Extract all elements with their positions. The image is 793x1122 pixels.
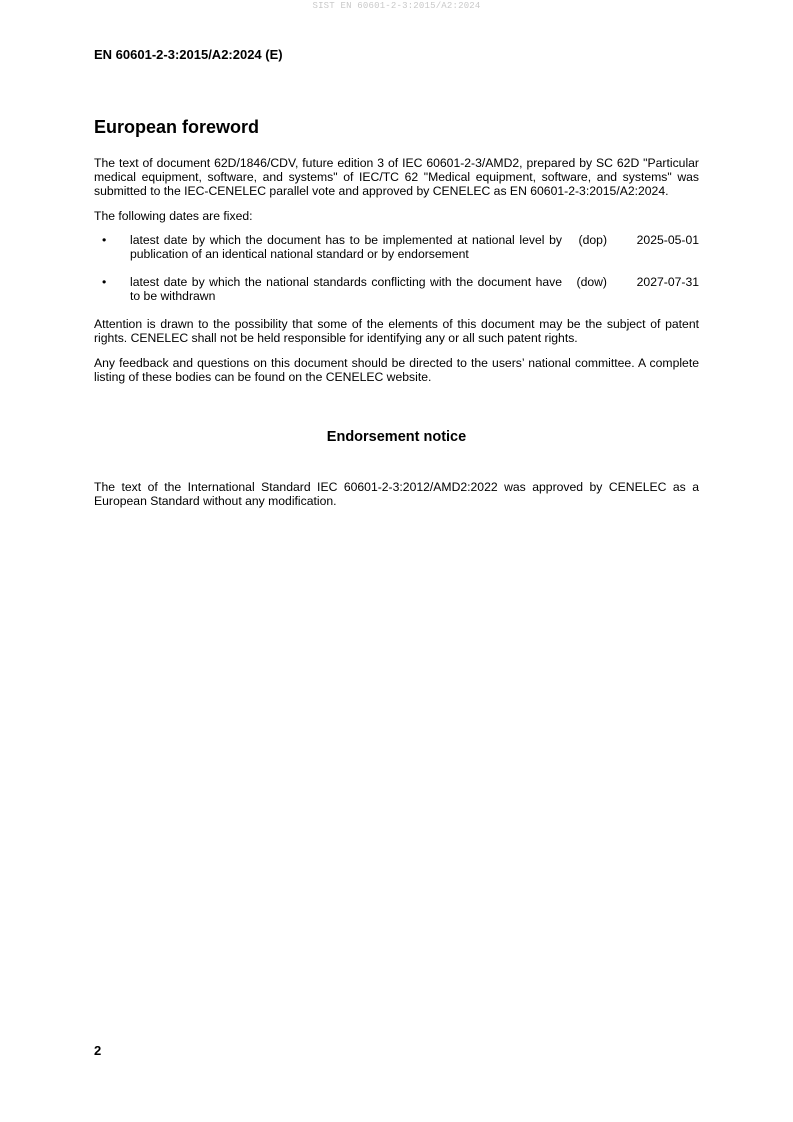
bullet-icon: • bbox=[102, 275, 107, 289]
date-description: latest date by which the document has to be implemented at national level by publication of an identical national standard or by endorsement bbox=[130, 233, 562, 261]
date-code: (dop) bbox=[578, 233, 607, 247]
date-description: latest date by which the national standards conflicting with the document have to be withdrawn bbox=[130, 275, 562, 303]
endorsement-text: The text of the International Standard IEC 60601-2-3:2012/AMD2:2022 was approved by CENELEC as a European Standard without any modification. bbox=[94, 480, 699, 508]
foreword-paragraph-patent: Attention is drawn to the possibility that some of the elements of this document may be the subject of patent rights. CENELEC shall not be held responsible for identifying any or all such patent rights. bbox=[94, 317, 699, 345]
date-code: (dow) bbox=[576, 275, 607, 289]
foreword-paragraph-feedback: Any feedback and questions on this document should be directed to the users’ national committee. A complete listing of these bodies can be found on the CENELEC website. bbox=[94, 356, 699, 384]
page-number: 2 bbox=[94, 1043, 102, 1058]
document-identifier: EN 60601-2-3:2015/A2:2024 (E) bbox=[94, 47, 283, 62]
endorsement-title: Endorsement notice bbox=[326, 429, 467, 445]
foreword-paragraph-document: The text of document 62D/1846/CDV, future edition 3 of IEC 60601-2-3/AMD2, prepared by SC 62D "Particular medical equipment, software, and systems" of IEC/TC 62 "Medical equipment, software, and systems" was submitted to the IEC-CENELEC parallel vote and approved by CENELEC as EN 60601-2-3:2015/A2:2024. bbox=[94, 156, 699, 198]
date-item-dop bbox=[94, 233, 699, 261]
date-value: 2027-07-31 bbox=[636, 275, 699, 289]
dates-list bbox=[94, 233, 699, 303]
date-item-dow bbox=[94, 275, 699, 303]
page-content bbox=[94, 115, 699, 508]
bullet-icon: • bbox=[102, 233, 107, 247]
watermark: SIST EN 60601-2-3:2015/A2:2024 bbox=[312, 1, 481, 11]
foreword-title: European foreword bbox=[94, 117, 260, 137]
date-value: 2025-05-01 bbox=[636, 233, 699, 247]
foreword-paragraph-dates-intro: The following dates are fixed: bbox=[94, 209, 253, 223]
